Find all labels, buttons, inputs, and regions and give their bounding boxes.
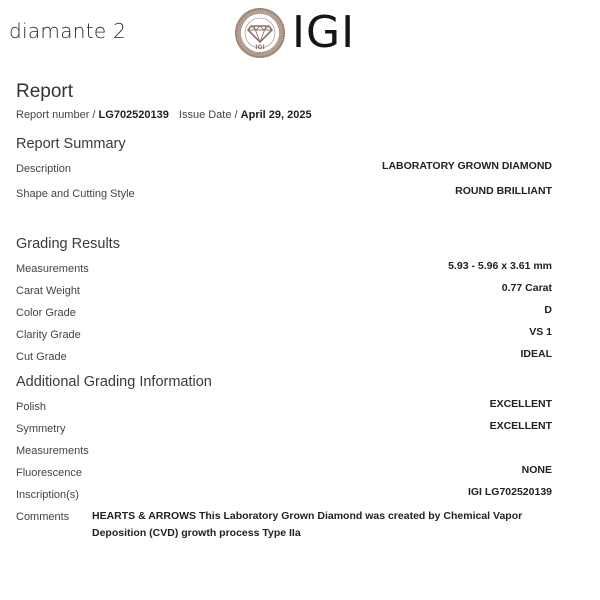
label-carat-weight: Carat Weight <box>16 285 80 297</box>
value-shape-cutting-style: ROUND BRILLIANT <box>455 185 552 197</box>
label-polish: Polish <box>16 401 46 413</box>
value-polish: EXCELLENT <box>489 398 552 410</box>
label-cut-grade: Cut Grade <box>16 351 67 363</box>
igi-logo <box>234 7 364 59</box>
label-description: Description <box>16 163 72 175</box>
igi-wordmark: IGI <box>292 7 356 58</box>
label-measurements: Measurements <box>16 263 89 275</box>
report-number-label: Report number / <box>16 109 99 121</box>
value-color-grade: D <box>544 304 552 316</box>
svg-text:IGI: IGI <box>255 44 265 51</box>
value-fluorescence: NONE <box>521 464 552 476</box>
label-additional-measurements: Measurements <box>16 445 89 457</box>
svg-text:1975: 1975 <box>256 52 264 55</box>
label-comments: Comments <box>16 511 70 523</box>
label-shape-cutting-style: Shape and Cutting Style <box>16 188 135 200</box>
value-clarity-grade: VS 1 <box>529 326 552 338</box>
label-symmetry: Symmetry <box>16 423 66 435</box>
value-carat-weight: 0.77 Carat <box>501 282 552 294</box>
value-cut-grade: IDEAL <box>520 348 552 360</box>
igi-seal-icon <box>234 7 286 59</box>
value-inscriptions: IGI LG702520139 <box>467 486 552 498</box>
value-measurements: 5.93 - 5.96 x 3.61 mm <box>448 260 552 272</box>
section-title-additional-grading: Additional Grading Information <box>16 374 212 390</box>
label-inscriptions: Inscription(s) <box>16 489 79 501</box>
value-comments: HEARTS & ARROWS This Laboratory Grown Diamond was created by Chemical Vapor Deposition (CVD) growth process Type IIa <box>92 510 523 539</box>
label-clarity-grade: Clarity Grade <box>16 329 81 341</box>
report-meta <box>16 109 312 121</box>
label-color-grade: Color Grade <box>16 307 76 319</box>
report-heading: Report <box>16 81 74 102</box>
issue-date-label: Issue Date / <box>178 109 241 121</box>
section-title-grading-results: Grading Results <box>16 236 120 252</box>
document-title: diamante 2 <box>9 19 127 43</box>
report-number: LG702520139 <box>98 109 169 121</box>
label-fluorescence: Fluorescence <box>16 467 83 479</box>
issue-date: April 29, 2025 <box>240 109 312 121</box>
section-title-report-summary: Report Summary <box>16 136 126 152</box>
value-symmetry: EXCELLENT <box>489 420 552 432</box>
value-description: LABORATORY GROWN DIAMOND <box>382 160 552 172</box>
